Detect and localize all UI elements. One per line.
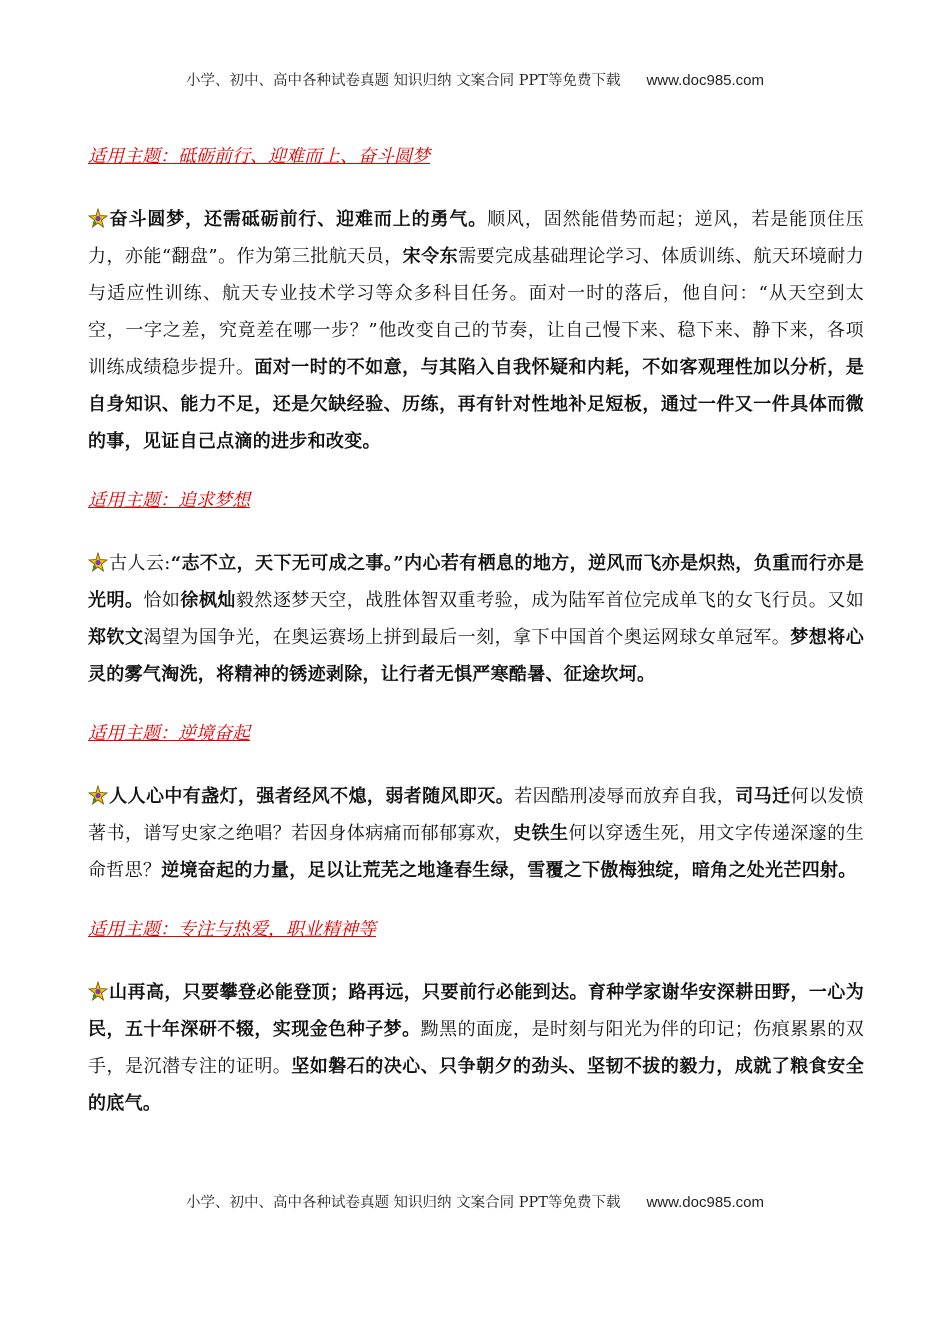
body-text: 何以发愤著书，谱写史家之绝唱？若因身体病痛而郁郁寡欢， — [88, 786, 864, 844]
section-theme: 适用主题：追求梦想 — [88, 490, 250, 511]
body-text: 需要完成基础理论学习、体质训练、航天环境耐力与适应性训练、航天专业技术学习等众多科目任务。面对一时的落后，他自问：“从天空到太空，一字之差，究竟差在哪一步？”他改变自己的节奏，让自己慢下来、稳下来、静下来，各项训练成绩稳步提升。 — [88, 246, 864, 378]
section-paragraph — [88, 974, 864, 1122]
bold-text: 徐枫灿 — [180, 590, 236, 611]
header-text: 小学、初中、高中各种试卷真题 知识归纳 文案合同 PPT等免费下载 — [185, 73, 621, 89]
body-text: 毅然逐梦天空，战胜体智双重考验，成为陆军首位完成单飞的女飞行员。又如 — [235, 590, 865, 611]
bold-text: 逆境奋起的力量，足以让荒芜之地逢春生绿，雪覆之下傲梅独绽，暗角之处光芒四射。 — [161, 860, 857, 881]
footer-text: 小学、初中、高中各种试卷真题 知识归纳 文案合同 PPT等免费下载 — [185, 1195, 621, 1211]
bold-text: 司马迁 — [735, 786, 791, 807]
body-text: 若因酷刑凌辱而放弃自我， — [514, 786, 736, 807]
body-text: 黝黑的面庞，是时刻与阳光为伴的印记；伤痕累累的双手，是沉潜专注的证明。 — [88, 1019, 864, 1077]
body-text: 何以穿透生死，用文字传递深邃的生命哲思？ — [88, 823, 864, 881]
bold-text: 山再高，只要攀登必能登顶；路再远，只要前行必能到达。育种学家谢华安深耕田野，一心为民，五十年深研不辍，实现金色种子梦。 — [88, 982, 864, 1040]
bold-text: 宋令东 — [402, 246, 459, 267]
section-paragraph — [88, 545, 864, 693]
section-theme: 适用主题：专注与热爱，职业精神等 — [88, 919, 376, 940]
bold-text: 奋斗圆梦，还需砥砺前行、迎难而上的勇气。 — [109, 209, 488, 230]
document-body — [88, 143, 864, 1122]
body-text: 顺风，固然能借势而起；逆风，若是能顶住压力，亦能“翻盘”。作为第三批航天员， — [88, 209, 865, 267]
section-theme: 适用主题：逆境奋起 — [88, 723, 250, 744]
section-theme: 适用主题：砥砺前行、迎难而上、奋斗圆梦 — [88, 146, 430, 167]
body-text: 恰如 — [143, 590, 181, 611]
bold-text: 人人心中有盏灯，强者经风不熄，弱者随风即灭。 — [109, 786, 515, 807]
body-text: 古人云: — [109, 553, 171, 574]
body-text: 渴望为国争光，在奥运赛场上拼到最后一刻，拿下中国首个奥运网球女单冠军。 — [143, 627, 791, 648]
page-footer — [0, 1191, 950, 1212]
star-bullet-icon — [88, 781, 108, 801]
bold-text: “志不立，天下无可成之事。”内心若有栖息的地方，逆风而飞亦是炽热，负重而行亦是光明。 — [88, 553, 865, 611]
star-bullet-icon — [88, 548, 108, 568]
header-url[interactable]: www.doc985.com — [646, 72, 765, 89]
bold-text: 梦想将心灵的雾气淘洗，将精神的锈迹剥除，让行者无惧严寒酷暑、征途坎坷。 — [88, 627, 865, 685]
bold-text: 郑钦文 — [88, 627, 144, 648]
star-bullet-icon — [88, 977, 108, 997]
page-header — [0, 69, 950, 90]
bold-text: 史铁生 — [513, 823, 569, 844]
star-bullet-icon — [88, 204, 108, 224]
section-paragraph — [88, 201, 864, 460]
section-paragraph — [88, 778, 864, 889]
bold-text: 坚如磐石的决心、只争朝夕的劲头、坚韧不拔的毅力，成就了粮食安全的底气。 — [88, 1056, 865, 1114]
bold-text: 面对一时的不如意，与其陷入自我怀疑和内耗，不如客观理性加以分析，是自身知识、能力不足，还是欠缺经验、历练，再有针对性地补足短板，通过一件又一件具体而微的事，见证自己点滴的进步和改变。 — [88, 357, 864, 452]
footer-url[interactable]: www.doc985.com — [646, 1194, 765, 1211]
